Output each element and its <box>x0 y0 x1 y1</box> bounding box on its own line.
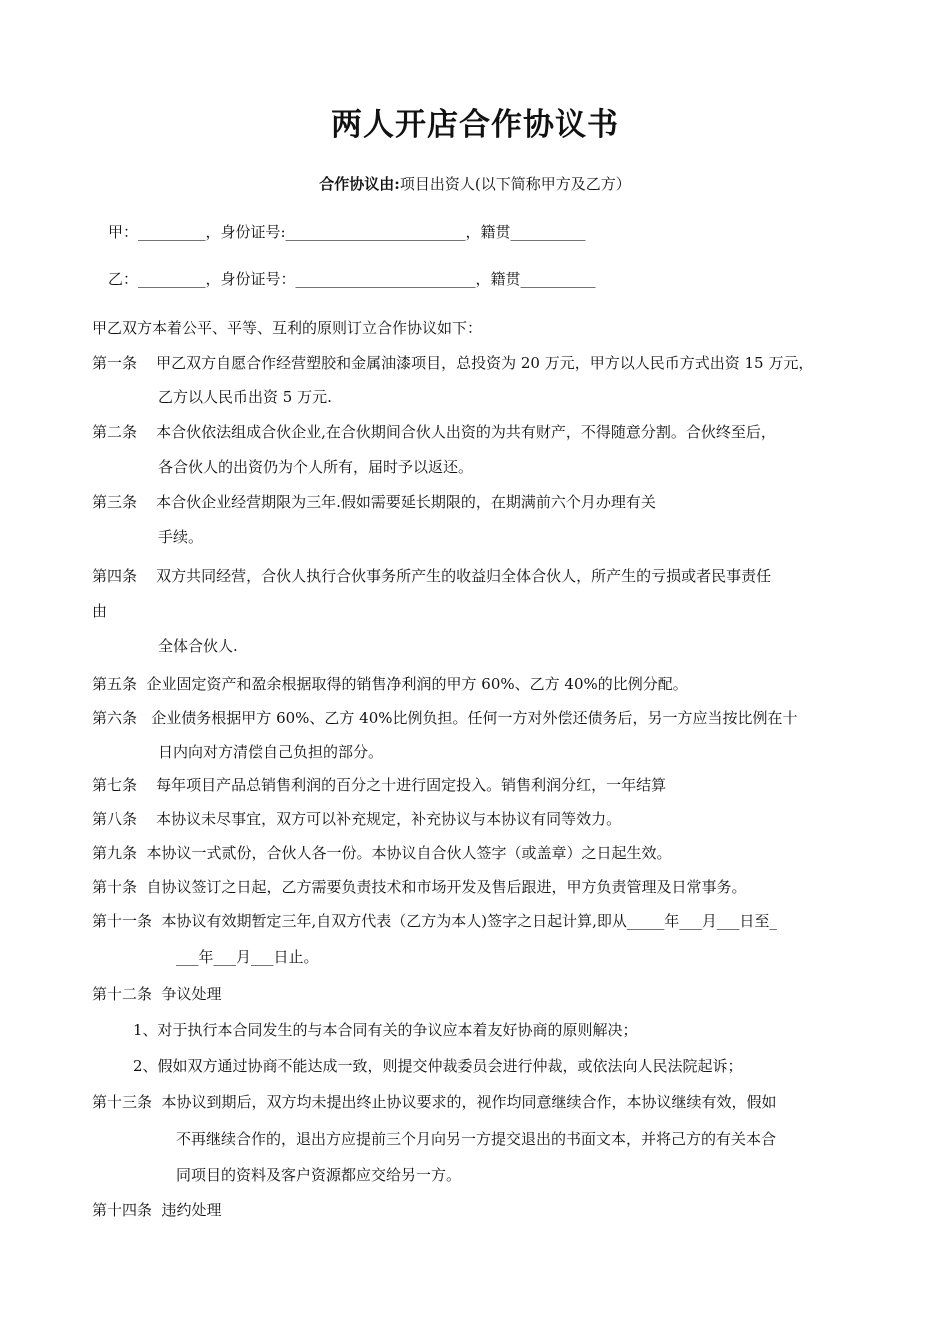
article-7-line-1: 第七条 每年项目产品总销售利润的百分之十进行固定投入。销售利润分红，一年结算 <box>92 776 667 794</box>
article-6-line-1: 第六条 企业债务根据甲方 60%、乙方 40%比例负担。任何一方对外偿还债务后，另一方应当按比例在十 <box>92 709 798 727</box>
article-14-heading: 第十四条 违约处理 <box>92 1201 222 1219</box>
article-4-line-2: 由 <box>92 602 108 620</box>
subtitle-label: 合作协议由: <box>319 175 400 193</box>
article-3-line-1: 第三条 本合伙企业经营期限为三年.假如需要延长期限的，在期满前六个月办理有关 <box>92 493 656 511</box>
subtitle <box>0 174 950 194</box>
article-6-line-2: 日内向对方清偿自己负担的部分。 <box>158 743 384 761</box>
document-title: 两人开店合作协议书 <box>331 107 619 143</box>
article-10-line-1: 第十条 自协议签订之日起，乙方需要负责技术和市场开发及售后跟进，甲方负责管理及日常事务。 <box>92 878 747 896</box>
article-12-heading: 第十二条 争议处理 <box>92 985 222 1003</box>
article-11-line-1: 第十一条 本协议有效期暂定三年,自双方代表（乙方为本人)签字之日起计算,即从_____年___月___日至_ <box>92 912 777 930</box>
party-b-line: 乙：_________，身份证号：________________________，籍贯__________ <box>108 270 596 288</box>
article-9-line-1: 第九条 本协议一式贰份，合伙人各一份。本协议自合伙人签字（或盖章）之日起生效。 <box>92 844 672 862</box>
party-a-line: 甲：_________，身份证号:________________________，籍贯__________ <box>108 223 586 241</box>
article-4-line-1: 第四条 双方共同经营，合伙人执行合伙事务所产生的收益归全体合伙人，所产生的亏损或者民事责任 <box>92 567 772 585</box>
intro-line: 甲乙双方本着公平、平等、互利的原则订立合作协议如下： <box>92 319 483 337</box>
article-13-line-2: 不再继续合作的，退出方应提前三个月向另一方提交退出的书面文本，并将己方的有关本合 <box>176 1130 777 1148</box>
article-1-line-2: 乙方以人民币出资 5 万元. <box>158 388 332 406</box>
article-2-line-2: 各合伙人的出资仍为个人所有，届时予以返还。 <box>158 458 474 476</box>
subtitle-text: 项目出资人(以下简称甲方及乙方） <box>399 175 631 193</box>
article-8-line-1: 第八条 本协议未尽事宜，双方可以补充规定，补充协议与本协议有同等效力。 <box>92 810 622 828</box>
article-2-line-1: 第二条 本合伙依法组成合伙企业,在合伙期间合伙人出资的为共有财产，不得随意分割。合伙终至后， <box>92 423 776 441</box>
article-3-line-2: 手续。 <box>158 528 204 546</box>
article-11-line-2: ___年___月___日止。 <box>176 948 319 966</box>
article-13-line-1: 第十三条 本协议到期后，双方均未提出终止协议要求的，视作均同意继续合作，本协议继续有效，假如 <box>92 1093 777 1111</box>
article-12-item-2: 2、假如双方通过协商不能达成一致，则提交仲裁委员会进行仲裁，或依法向人民法院起诉； <box>133 1057 743 1075</box>
article-1-line-1: 第一条 甲乙双方自愿合作经营塑胶和金属油漆项目，总投资为 20 万元，甲方以人民币方式出资 15 万元， <box>92 354 814 372</box>
article-12-item-1: 1、对于执行本合同发生的与本合同有关的争议应本着友好协商的原则解决； <box>133 1021 638 1039</box>
article-5-line-1: 第五条 企业固定资产和盈余根据取得的销售净利润的甲方 60%、乙方 40%的比例分配。 <box>92 675 688 693</box>
article-4-line-3: 全体合伙人. <box>158 637 238 655</box>
article-13-line-3: 同项目的资料及客户资源都应交给另一方。 <box>176 1166 462 1184</box>
